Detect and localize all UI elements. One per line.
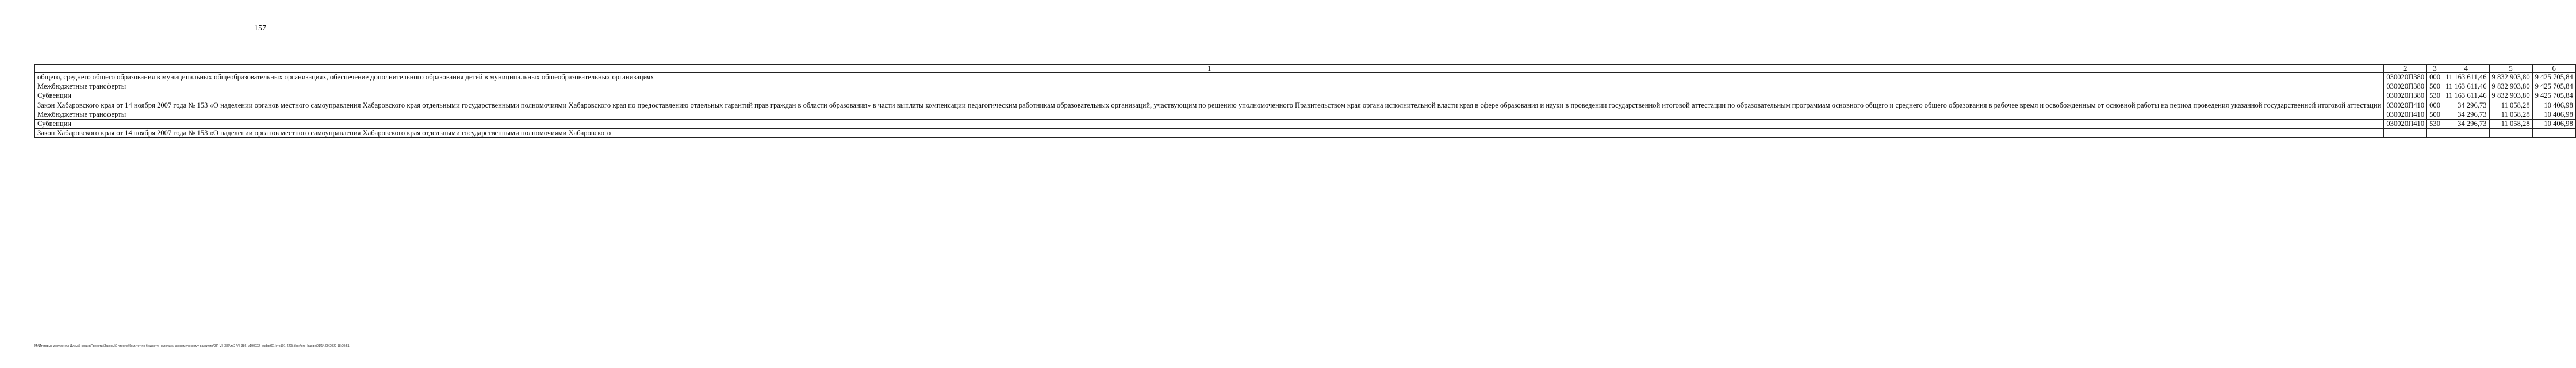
row-value-col4: 34 296,73	[2443, 110, 2489, 119]
row-target-code: 030020П410	[2384, 120, 2427, 129]
row-description: общего, среднего общего образования в муниципальных общеобразовательных организациях, обеспечение дополнительного образования детей в муниципальных общеобразовательных организациях	[35, 73, 2384, 82]
row-description: Межбюджетные трансферты	[35, 110, 2384, 119]
row-value-col6: 9 425 705,84	[2532, 82, 2575, 91]
row-value-col5: 11 058,28	[2489, 101, 2532, 110]
row-value-col4	[2443, 129, 2489, 138]
table-row	[35, 73, 2576, 82]
row-expense-type	[2427, 129, 2443, 138]
column-header-4: 4	[2443, 65, 2489, 73]
row-value-col6: 10 406,98	[2532, 120, 2575, 129]
row-value-col6: 9 425 705,84	[2532, 91, 2575, 101]
row-expense-type: 500	[2427, 110, 2443, 119]
table-row	[35, 129, 2576, 138]
row-description: Закон Хабаровского края от 14 ноября 2007 года № 153 «О наделении органов местного самоуправления Хабаровского края отдельными государственными полномочиями Хабаровского	[35, 129, 2384, 138]
row-expense-type: 000	[2427, 73, 2443, 82]
row-target-code: 030020П410	[2384, 110, 2427, 119]
row-expense-type: 530	[2427, 120, 2443, 129]
table-row	[35, 120, 2576, 129]
column-header-2: 2	[2384, 65, 2427, 73]
row-target-code	[2384, 129, 2427, 138]
row-target-code: 030020П380	[2384, 91, 2427, 101]
budget-table	[34, 64, 2576, 138]
row-value-col4: 34 296,73	[2443, 120, 2489, 129]
row-description: Закон Хабаровского края от 14 ноября 2007 года № 153 «О наделении органов местного самоуправления Хабаровского края отдельными государственными полномочиями Хабаровского края по предоставлению отдельных гарантий прав граждан в области образования» в части выплаты компенсации педагогическим работникам образовательных организаций, участвующим по решению уполномоченного Правительством края органа исполнительной власти края в сфере образования и науки в проведении государственной итоговой аттестации по образовательным программам основного общего и среднего общего образования в рабочее время и освобожденным от основной работы на период проведения указанной государственной итоговой аттестации	[35, 101, 2384, 110]
row-expense-type: 500	[2427, 82, 2443, 91]
document-path-footer: M:\Итоговые документы Думы\7 созыв\Проекты\Законы\2 чтение\Комитет по бюджету, налогам и экономическому развитию\ЗП-VII-386\zp2-VII-386_v190922_budget01(стр101-420).docx\org_budget01\14.09.2022 18:20:51	[34, 344, 350, 348]
column-header-6: 6	[2532, 65, 2575, 73]
row-expense-type: 000	[2427, 101, 2443, 110]
table-row	[35, 101, 2576, 110]
row-value-col5	[2489, 129, 2532, 138]
row-description: Субвенции	[35, 120, 2384, 129]
row-value-col4: 34 296,73	[2443, 101, 2489, 110]
row-expense-type: 530	[2427, 91, 2443, 101]
row-target-code: 030020П410	[2384, 101, 2427, 110]
row-value-col6: 10 406,98	[2532, 101, 2575, 110]
column-header-3: 3	[2427, 65, 2443, 73]
row-target-code: 030020П380	[2384, 82, 2427, 91]
table-row	[35, 110, 2576, 119]
page-number: 157	[254, 24, 266, 33]
row-value-col4: 11 163 611,46	[2443, 91, 2489, 101]
row-value-col5: 11 058,28	[2489, 120, 2532, 129]
table-header-row	[35, 65, 2576, 73]
row-description: Субвенции	[35, 91, 2384, 101]
row-value-col5: 9 832 903,80	[2489, 73, 2532, 82]
table-row	[35, 91, 2576, 101]
row-value-col6: 10 406,98	[2532, 110, 2575, 119]
table-row	[35, 82, 2576, 91]
row-value-col6: 9 425 705,84	[2532, 73, 2575, 82]
row-value-col4: 11 163 611,46	[2443, 82, 2489, 91]
column-header-5: 5	[2489, 65, 2532, 73]
row-description: Межбюджетные трансферты	[35, 82, 2384, 91]
row-target-code: 030020П380	[2384, 73, 2427, 82]
row-value-col6	[2532, 129, 2575, 138]
row-value-col5: 9 832 903,80	[2489, 91, 2532, 101]
row-value-col5: 11 058,28	[2489, 110, 2532, 119]
row-value-col5: 9 832 903,80	[2489, 82, 2532, 91]
column-header-1: 1	[35, 65, 2384, 73]
row-value-col4: 11 163 611,46	[2443, 73, 2489, 82]
